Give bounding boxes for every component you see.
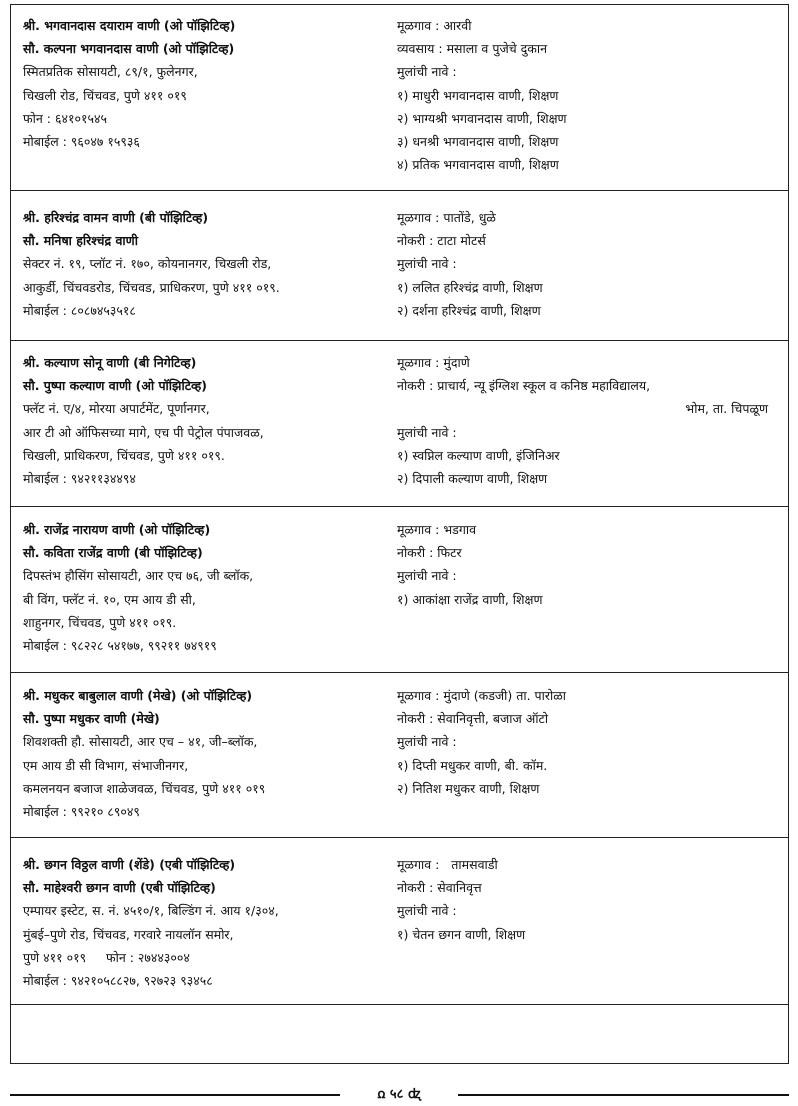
- husband-name: श्री. कल्याण सोनू वाणी (बी निगेटिव्ह): [23, 355, 197, 370]
- page-number: ꭥ ५८ ꭦ: [340, 1084, 458, 1102]
- directory-table: [10, 4, 789, 1064]
- entry-right-column: [397, 14, 782, 176]
- entry-left-column: [23, 206, 398, 322]
- occupation: व्यवसाय : मसाला व पुजेचे दुकान: [397, 41, 548, 57]
- child-item: १) माधुरी भगवानदास वाणी, शिक्षण: [397, 87, 559, 103]
- entry-left-column: [23, 853, 398, 992]
- child-item: १) आकांक्षा राजेंद्र वाणी, शिक्षण: [397, 591, 543, 607]
- entry-right-column: [397, 684, 782, 800]
- entry-left-column: [23, 684, 398, 823]
- mobile-line: मोबाईल : ९४२१०५८८२७, ९२७२३ ९३४५८: [23, 973, 213, 989]
- entry-right-column: [397, 853, 782, 946]
- address-line: शिवशक्ती हौ. सोसायटी, आर एच – ४१, जी–ब्लॉक,: [23, 734, 258, 750]
- mobile-line: मोबाईल : ९८२२८ ५४१७७, ९९२११ ७४९१९: [23, 638, 217, 654]
- entry-right-column: [397, 351, 782, 490]
- husband-name: श्री. राजेंद्र नारायण वाणी (ओ पॉझिटिव्ह): [23, 522, 211, 537]
- address-line: स्मितप्रतिक सोसायटी, ८९/१, फुलेनगर,: [23, 64, 198, 80]
- address-line: बी विंग, फ्लॅट नं. १०, एम आय डी सी,: [23, 591, 196, 607]
- address-line: कमलनयन बजाज शाळेजवळ, चिंचवड, पुणे ४११ ०१९: [23, 780, 266, 796]
- wife-name: सौ. माहेश्वरी छगन वाणी (एबी पॉझिटिव्ह): [23, 880, 216, 896]
- address-line: चिखली रोड, चिंचवड, पुणे ४११ ०१९: [23, 87, 187, 103]
- native-place: मूळगाव : पातोंडे, धुळे: [397, 210, 496, 225]
- address-line: सेक्टर नं. १९, प्लॉट नं. १७०, कोयनानगर, चिखली रोड,: [23, 256, 272, 272]
- child-item: २) दर्शना हरिश्चंद्र वाणी, शिक्षण: [397, 302, 541, 318]
- entry-row: [11, 507, 788, 673]
- phone-line: फोन : ६४१०१५४५: [23, 110, 107, 126]
- occupation-continued: भोम, ता. चिपळूण: [685, 401, 768, 417]
- mobile-line: मोबाईल : ८०८७४५३५१८: [23, 302, 136, 318]
- mobile-line: मोबाईल : ९४२११३४४९४: [23, 471, 136, 487]
- husband-name: श्री. हरिश्चंद्र वामन वाणी (बी पॉझिटिव्ह): [23, 210, 209, 225]
- entry-left-column: [23, 351, 398, 490]
- occupation: नोकरी : सेवानिवृत्त: [397, 880, 482, 896]
- entry-row: [11, 838, 788, 1005]
- children-heading: मुलांची नावे :: [397, 568, 457, 584]
- empty-row: [11, 1005, 788, 1063]
- entry-row: [11, 5, 788, 191]
- wife-name: सौ. मनिषा हरिश्चंद्र वाणी: [23, 233, 138, 249]
- child-item: १) स्वप्निल कल्याण वाणी, इंजिनिअर: [397, 447, 560, 463]
- wife-name: सौ. पुष्पा मधुकर वाणी (मेखे): [23, 711, 160, 727]
- address-line: दिपस्तंभ हौसिंग सोसायटी, आर एच ७६, जी ब्लॉक,: [23, 568, 254, 584]
- native-place: मूळगाव : भडगाव: [397, 522, 477, 537]
- child-item: ३) धनश्री भगवानदास वाणी, शिक्षण: [397, 134, 559, 150]
- entry-left-column: [23, 518, 398, 657]
- address-line: आकुर्डी, चिंचवडरोड, चिंचवड, प्राधिकरण, पुणे ४११ ०१९.: [23, 279, 280, 295]
- children-heading: मुलांची नावे :: [397, 424, 457, 440]
- children-heading: मुलांची नावे :: [397, 256, 457, 272]
- native-place: मूळगाव : आरवी: [397, 18, 472, 33]
- wife-name: सौ. कल्पना भगवानदास वाणी (ओ पॉझिटिव्ह): [23, 41, 235, 57]
- occupation: नोकरी : फिटर: [397, 545, 462, 561]
- footer-rule-left: [10, 1094, 342, 1096]
- address-line: एम्पायर इस्टेट, स. नं. ४५१०/१, बिल्डिंग नं. आय १/३०४,: [23, 903, 279, 919]
- occupation: नोकरी : टाटा मोटर्स: [397, 233, 486, 249]
- native-place: मूळगाव : मुंदाणे: [397, 355, 470, 370]
- address-line: आर टी ओ ऑफिसच्या मागे, एच पी पेट्रोल पंपाजवळ,: [23, 424, 264, 440]
- address-line: चिखली, प्राधिकरण, चिंचवड, पुणे ४११ ०१९.: [23, 447, 225, 463]
- occupation: नोकरी : सेवानिवृत्ती, बजाज ऑटो: [397, 711, 549, 727]
- child-item: ४) प्रतिक भगवानदास वाणी, शिक्षण: [397, 157, 559, 173]
- entry-left-column: [23, 14, 398, 153]
- entry-right-column: [397, 206, 782, 322]
- address-phone-line: पुणे ४११ ०१९ फोन : २७४४३००४: [23, 949, 190, 965]
- address-line: शाहुनगर, चिंचवड, पुणे ४११ ०१९.: [23, 614, 177, 630]
- entry-row: [11, 341, 788, 507]
- child-item: २) दिपाली कल्याण वाणी, शिक्षण: [397, 471, 548, 487]
- children-heading: मुलांची नावे :: [397, 64, 457, 80]
- entry-row: [11, 673, 788, 838]
- footer-rule-right: [456, 1094, 789, 1096]
- address-line: फ्लॅट नं. ए/४, मोरया अपार्टमेंट, पूर्णानगर,: [23, 401, 210, 417]
- child-item: १) ललित हरिश्चंद्र वाणी, शिक्षण: [397, 279, 543, 295]
- child-item: १) चेतन छगन वाणी, शिक्षण: [397, 926, 526, 942]
- occupation: नोकरी : प्राचार्य, न्यू इंग्लिश स्कूल व कनिष्ठ महाविद्यालय,: [397, 378, 651, 394]
- husband-name: श्री. भगवानदास दयाराम वाणी (ओ पॉझिटिव्ह): [23, 18, 236, 33]
- entry-row: [11, 191, 788, 341]
- husband-name: श्री. मधुकर बाबुलाल वाणी (मेखे) (ओ पॉझिटिव्ह): [23, 688, 253, 703]
- child-item: २) भाग्यश्री भगवानदास वाणी, शिक्षण: [397, 110, 567, 126]
- mobile-line: मोबाईल : ९६०४७ १५९३६: [23, 134, 140, 150]
- entry-right-column: [397, 518, 782, 611]
- mobile-line: मोबाईल : ९९२१० ८९०४९: [23, 804, 140, 820]
- native-place: मूळगाव : तामसवाडी: [397, 857, 498, 872]
- address-line: एम आय डी सी विभाग, संभाजीनगर,: [23, 757, 189, 773]
- children-heading: मुलांची नावे :: [397, 903, 457, 919]
- child-item: २) नितिश मधुकर वाणी, शिक्षण: [397, 780, 540, 796]
- children-heading: मुलांची नावे :: [397, 734, 457, 750]
- address-line: मुंबई–पुणे रोड, चिंचवड, गरवारे नायलॉन समोर,: [23, 926, 234, 942]
- wife-name: सौ. पुष्पा कल्याण वाणी (ओ पॉझिटिव्ह): [23, 378, 207, 394]
- child-item: १) दिप्ती मधुकर वाणी, बी. कॉम.: [397, 757, 548, 773]
- page-footer: [0, 1086, 798, 1102]
- wife-name: सौ. कविता राजेंद्र वाणी (बी पॉझिटिव्ह): [23, 545, 203, 561]
- native-place: मूळगाव : मुंदाणे (कडजी) ता. पारोळा: [397, 688, 566, 703]
- husband-name: श्री. छगन विठ्ठल वाणी (शेंडे) (एबी पॉझिटिव्ह): [23, 857, 236, 872]
